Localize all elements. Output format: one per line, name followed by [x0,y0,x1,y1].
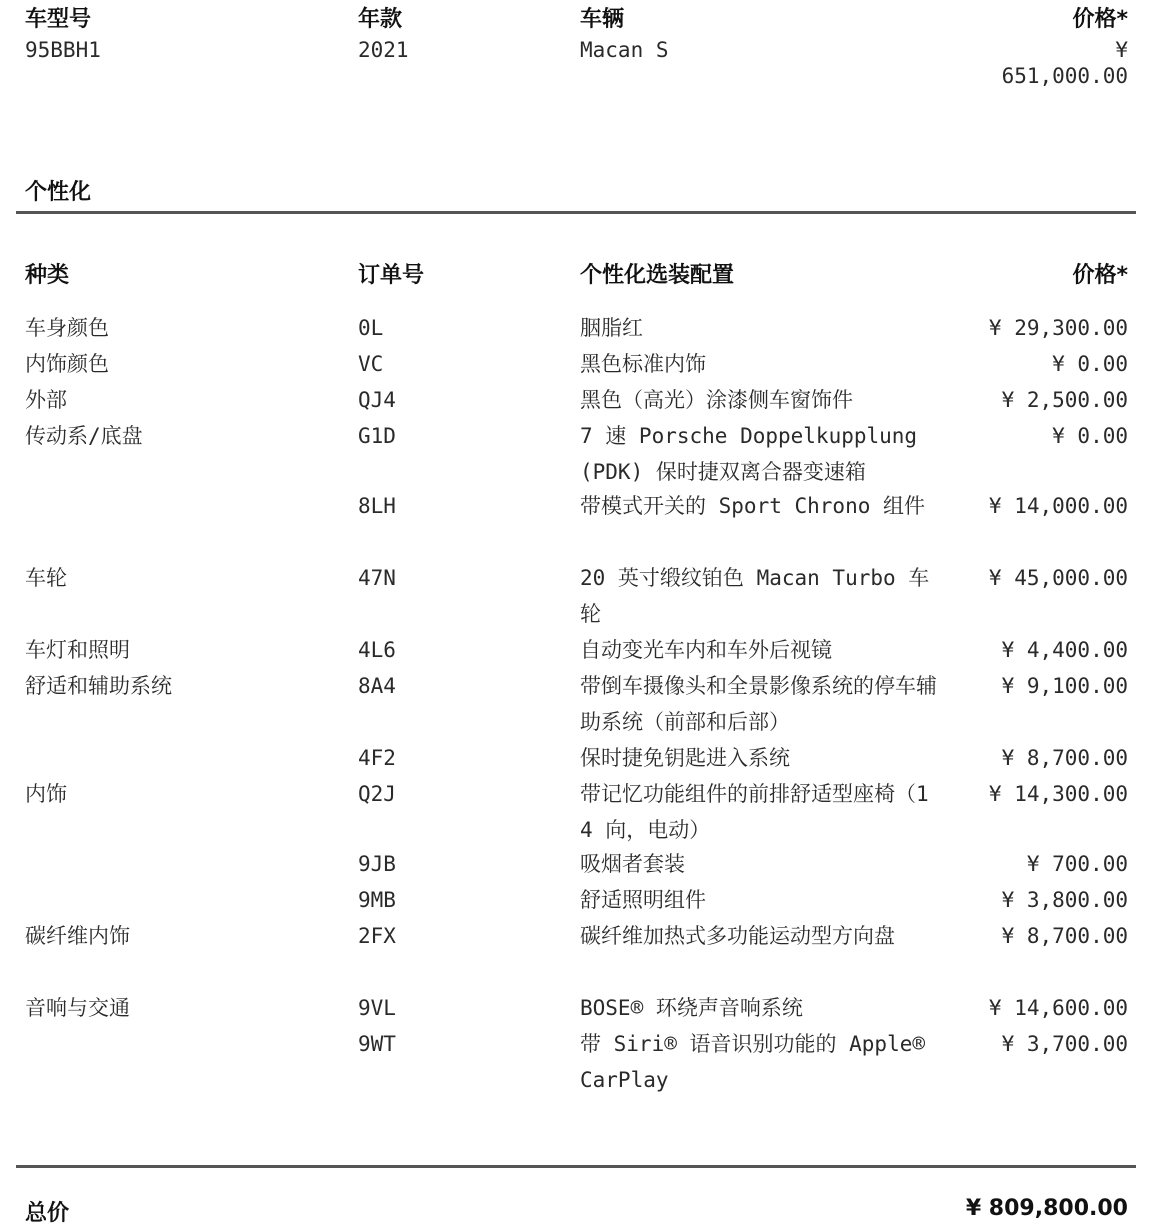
option-description: 黑色标准内饰 [580,352,706,376]
vehicle-value: Macan S [580,38,669,62]
option-description: 带记忆功能组件的前排舒适型座椅（14 向，电动） [580,782,929,842]
option-price: ¥ 8,700.00 [1001,746,1128,770]
option-category: 外部 [25,388,67,412]
total-label: 总价 [25,1201,70,1226]
option-price: ¥ 29,300.00 [988,316,1128,340]
option-code: 9VL [358,996,396,1020]
category-column-header: 种类 [25,263,70,288]
total-amount: ¥ 809,800.00 [965,1196,1128,1221]
option-price: ¥ 0.00 [1052,352,1128,376]
order-no-column-header: 订单号 [358,263,425,288]
option-code: G1D [358,424,396,448]
section-divider [16,211,1136,214]
option-price: ¥ 700.00 [1026,852,1128,876]
option-description: 保时捷免钥匙进入系统 [580,746,790,770]
option-category: 碳纤维内饰 [25,924,130,948]
option-price: ¥ 14,600.00 [988,996,1128,1020]
model-no-header: 车型号 [25,7,92,32]
option-price: ¥ 2,500.00 [1001,388,1128,412]
option-description: BOSE® 环绕声音响系统 [580,996,803,1020]
option-code: 9WT [358,1032,396,1056]
option-description: 7 速 Porsche Doppelkupplung (PDK) 保时捷双离合器变速箱 [580,424,918,484]
option-price: ¥ 3,700.00 [1001,1032,1128,1056]
option-category: 车轮 [25,566,67,590]
option-category: 车灯和照明 [25,638,130,662]
vehicle-header: 车辆 [580,7,625,32]
option-description: 黑色（高光）涂漆侧车窗饰件 [580,388,853,412]
total-divider [16,1165,1136,1168]
option-price: ¥ 4,400.00 [1001,638,1128,662]
option-code: QJ4 [358,388,396,412]
price-column-header: 价格* [1072,263,1128,288]
option-code: 2FX [358,924,396,948]
option-category: 音响与交通 [25,996,130,1020]
option-code: 8LH [358,494,396,518]
option-code: 47N [358,566,396,590]
option-category: 舒适和辅助系统 [25,674,172,698]
option-category: 传动系/底盘 [25,424,143,448]
option-code: Q2J [358,782,396,806]
option-code: 4L6 [358,638,396,662]
option-price: ¥ 9,100.00 [1001,674,1128,698]
option-category: 内饰 [25,782,67,806]
option-code: 9MB [358,888,396,912]
option-price: ¥ 8,700.00 [1001,924,1128,948]
option-description: 带 Siri® 语音识别功能的 Apple® CarPlay [580,1032,926,1092]
option-code: 9JB [358,852,396,876]
option-price: ¥ 14,300.00 [988,782,1128,806]
option-code: 4F2 [358,746,396,770]
option-description: 吸烟者套装 [580,852,685,876]
option-description: 带倒车摄像头和全景影像系统的停车辅助系统（前部和后部） [580,674,937,734]
option-category: 内饰颜色 [25,352,109,376]
option-description: 舒适照明组件 [580,888,706,912]
option-price: ¥ 3,800.00 [1001,888,1128,912]
year-value: 2021 [358,38,409,62]
option-code: 0L [358,316,384,340]
section-title: 个性化 [25,180,92,205]
option-description: 胭脂红 [580,316,643,340]
option-description: 20 英寸缎纹铂色 Macan Turbo 车轮 [580,566,930,626]
config-column-header: 个性化选装配置 [580,263,735,288]
option-category: 车身颜色 [25,316,109,340]
base-price-amount: 651,000.00 [1001,64,1128,88]
option-code: VC [358,352,384,376]
base-price-currency: ¥ [1115,38,1128,62]
option-description: 碳纤维加热式多功能运动型方向盘 [580,924,895,948]
option-price: ¥ 0.00 [1052,424,1128,448]
option-price: ¥ 45,000.00 [988,566,1128,590]
option-description: 带模式开关的 Sport Chrono 组件 [580,494,926,518]
price-header: 价格* [1072,7,1128,32]
model-no-value: 95BBH1 [25,38,101,62]
option-price: ¥ 14,000.00 [988,494,1128,518]
option-code: 8A4 [358,674,396,698]
option-description: 自动变光车内和车外后视镜 [580,638,832,662]
year-header: 年款 [358,7,403,32]
